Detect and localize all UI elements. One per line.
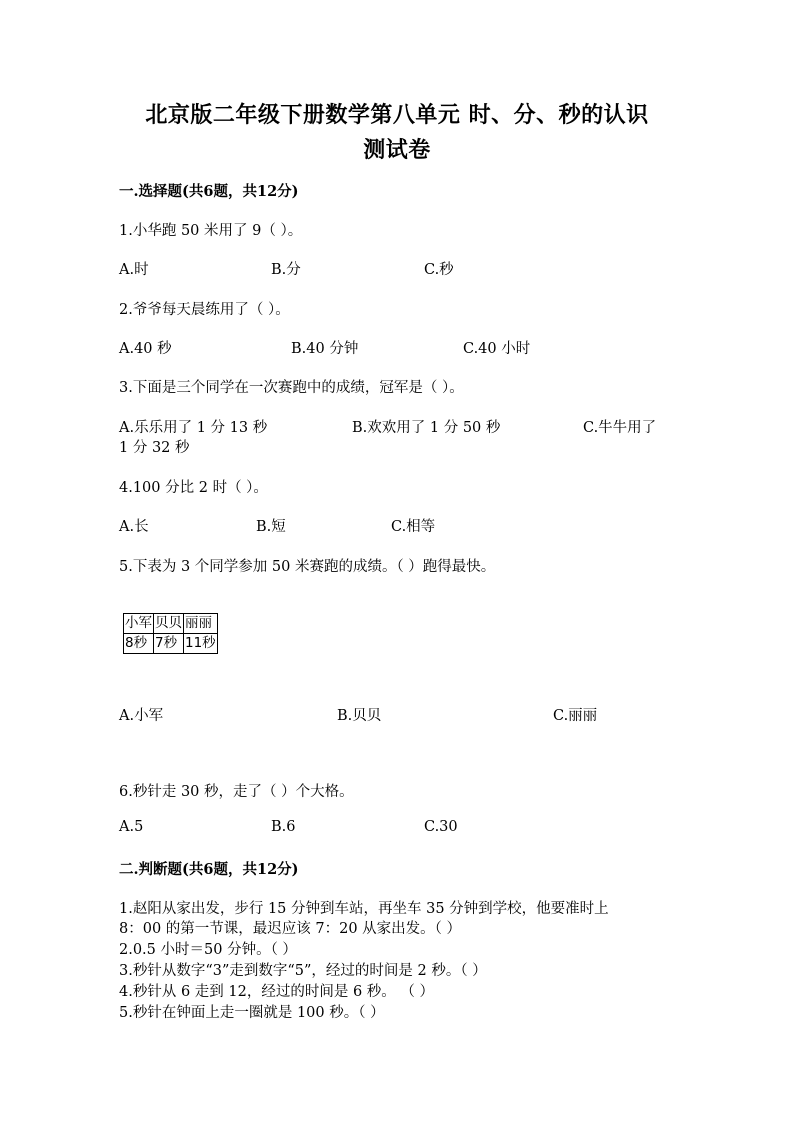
q6-option-a[interactable]: A.5 [119, 819, 144, 835]
q1-option-a[interactable]: A.时 [119, 262, 149, 278]
section1-heading: 一.选择题(共6题，共12分) [119, 183, 299, 200]
judge-item-4: 4.秒针从 6 走到 12，经过的时间是 6 秒。 （ ） [119, 984, 434, 1000]
q4-option-a[interactable]: A.长 [119, 519, 149, 535]
q6-option-c[interactable]: C.30 [424, 819, 458, 835]
judge-item-5: 5.秒针在钟面上走一圈就是 100 秒。（ ） [119, 1005, 385, 1021]
q5-option-a[interactable]: A.小军 [119, 708, 164, 724]
table-row [124, 634, 218, 654]
table-cell: 7秒 [154, 634, 184, 654]
q2-option-b[interactable]: B.40 分钟 [291, 341, 359, 357]
question-2: 2.爷爷每天晨练用了（ ）。 [119, 302, 290, 318]
q4-option-b[interactable]: B.短 [256, 519, 286, 535]
judge-item-2: 2.0.5 小时＝50 分钟。（ ） [119, 942, 297, 958]
q5-option-c[interactable]: C.丽丽 [553, 708, 598, 724]
table-header-cell: 小军 [124, 614, 154, 634]
table-cell: 11秒 [184, 634, 218, 654]
q3-option-c-continued: 1 分 32 秒 [119, 440, 190, 456]
question-1: 1.小华跑 50 米用了 9（ ）。 [119, 223, 303, 239]
question-5: 5.下表为 3 个同学参加 50 米赛跑的成绩。（ ）跑得最快。 [119, 559, 496, 575]
table-header-cell: 贝贝 [154, 614, 184, 634]
question-6: 6.秒针走 30 秒，走了（ ）个大格。 [119, 784, 354, 800]
q1-option-c[interactable]: C.秒 [424, 262, 454, 278]
judge-item-3: 3.秒针从数字“3”走到数字“5”，经过的时间是 2 秒。（ ） [119, 963, 487, 979]
q2-option-c[interactable]: C.40 小时 [463, 341, 531, 357]
table-header-cell: 丽丽 [184, 614, 218, 634]
q3-option-c[interactable]: C.牛牛用了 [583, 420, 657, 436]
q2-option-a[interactable]: A.40 秒 [119, 341, 172, 357]
table-header-row [124, 614, 218, 634]
question-4: 4.100 分比 2 时（ ）。 [119, 480, 268, 496]
q1-option-b[interactable]: B.分 [271, 262, 301, 278]
table-cell: 8秒 [124, 634, 154, 654]
q6-option-b[interactable]: B.6 [271, 819, 296, 835]
section2-heading: 二.判断题(共6题，共12分) [119, 861, 299, 878]
q4-option-c[interactable]: C.相等 [391, 519, 436, 535]
results-table [123, 613, 218, 654]
page-title-line2: 测试卷 [363, 137, 431, 163]
q3-option-b[interactable]: B.欢欢用了 1 分 50 秒 [352, 420, 501, 436]
judge-item-1-continued: 8：00 的第一节课，最迟应该 7：20 从家出发。（ ） [119, 921, 462, 937]
q5-option-b[interactable]: B.贝贝 [337, 708, 382, 724]
question-3: 3.下面是三个同学在一次赛跑中的成绩，冠军是（ ）。 [119, 380, 464, 396]
q3-option-a[interactable]: A.乐乐用了 1 分 13 秒 [119, 420, 268, 436]
judge-item-1: 1.赵阳从家出发，步行 15 分钟到车站，再坐车 35 分钟到学校，他要准时上 [119, 901, 609, 917]
page-title: 北京版二年级下册数学第八单元 时、分、秒的认识 [145, 102, 649, 128]
